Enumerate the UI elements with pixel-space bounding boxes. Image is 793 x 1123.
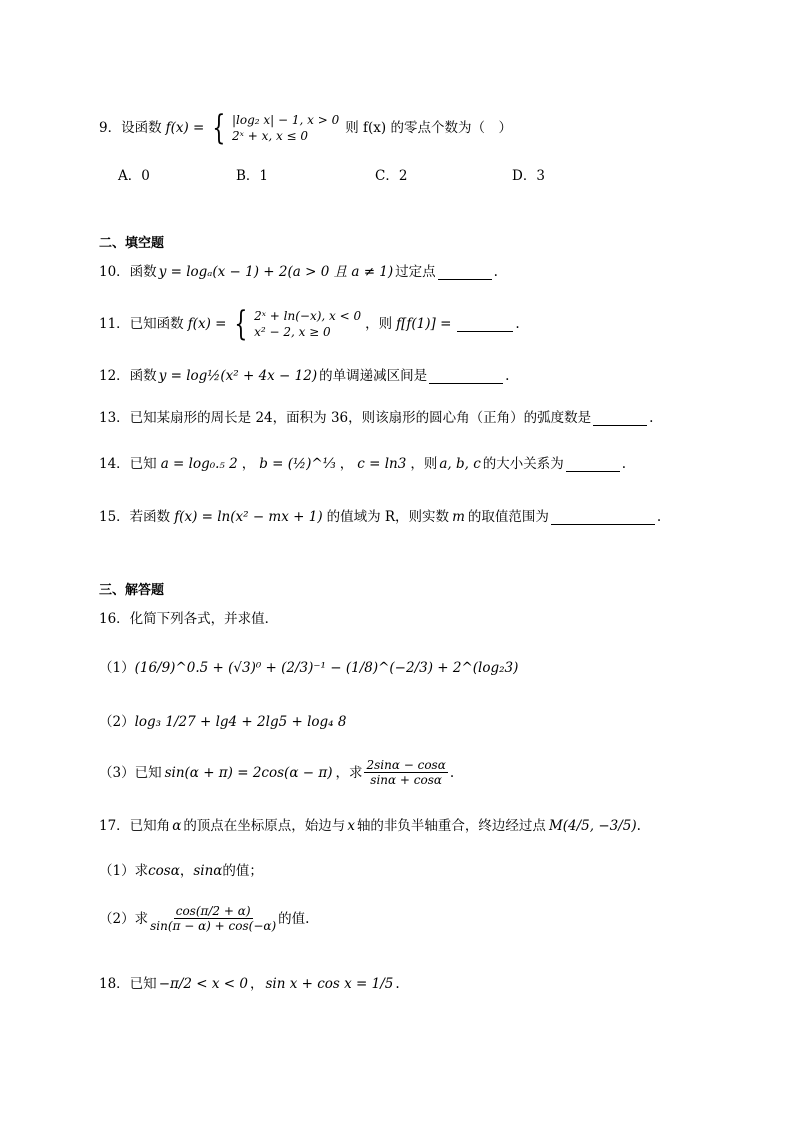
q9-case-1: |log₂ x| − 1, x > 0 [231,113,340,127]
q16-p3-text: ，求 [335,764,363,781]
question-11 [99,304,520,344]
q16-p3-numerator: 2sinα − cosα [366,758,446,772]
q17-p2-end: 的值. [278,910,310,927]
q12-text-2: 的单调递减区间是 [319,368,428,384]
q17-point: M(4/5, −3/5) [548,818,637,834]
question-18 [99,974,400,994]
q9-choice-a: A．0 [118,168,150,184]
q9-choice-b: B．1 [236,168,269,184]
q17-alpha: α [172,818,182,834]
q10-text-2: 过定点 [395,264,436,280]
q10-end: . [493,264,498,280]
question-16-part-1 [99,658,518,678]
q17-p1-sep: ， [179,863,194,879]
q17-p1-end: 的值； [222,863,263,879]
q16-p3-label: （3）已知 [99,764,162,781]
q10-expr: y = logₐ(x − 1) + 2(a > 0 且 a ≠ 1) [158,264,394,280]
q17-p1-sin: sinα [193,863,223,879]
q11-expr: f[f(1)] = [396,316,452,332]
q14-b: b = (½)^⅓ [259,456,336,472]
q16-p1-expr: (16/9)^0.5 + (√3)⁰ + (2/3)⁻¹ − (1/8)^(−2/3) + 2^(log₂3) [134,660,519,676]
answer-blank[interactable] [429,369,503,384]
question-17-part-1 [99,861,263,881]
q11-piecewise [230,304,362,344]
question-16-part-2 [99,712,346,732]
q17-end: . [636,818,641,834]
q11-text: 11．已知函数 [99,316,184,332]
q14-c: c = ln3 [357,456,407,472]
q14-text-3: 的大小关系为 [482,456,564,472]
answer-blank[interactable] [551,510,655,525]
left-brace-icon: { [234,304,248,344]
q16-p3-denominator: sinα + cosα [370,773,442,787]
q9-choice-d: D．3 [512,168,545,184]
q15-text-2: 的值域为 R，则实数 [326,509,450,525]
q9-prefix: 9．设函数 [99,120,162,136]
q17-p1-cos: cosα [148,863,180,879]
q18-text: 18．已知 [99,976,157,992]
q17-p2-fraction [150,904,276,933]
question-15 [99,507,661,527]
q9-case-2: 2ˣ + x, x ≤ 0 [231,129,309,143]
q14-text-2: ，则 [410,456,438,472]
question-17 [99,816,641,836]
q15-end: . [656,509,662,525]
q14-abc: a, b, c [439,456,481,472]
q13-end: . [649,410,654,426]
q12-text: 12．函数 [99,368,157,384]
answer-blank[interactable] [438,265,492,280]
q18-end: . [395,976,400,992]
q16-p3-cond: sin(α + π) = 2cos(α − π) [164,764,333,781]
q17-p2-numerator: cos(π/2 + α) [175,904,251,918]
q11-case-2: x² − 2, x ≥ 0 [254,325,331,339]
q16-p2-expr: log₃ 1/27 + lg4 + 2lg5 + log₄ 8 [134,714,347,730]
q17-text-2: 的顶点在坐标原点，始边与 [183,818,346,834]
question-12 [99,366,509,386]
q15-text: 15．若函数 [99,509,171,525]
q15-expr: f(x) = ln(x² − mx + 1) [174,509,323,525]
q18-cond-1: −π/2 < x < 0 [158,976,248,992]
answer-blank[interactable] [566,457,620,472]
question-9 [99,108,512,148]
q9-fx: f(x) = [165,120,205,136]
q11-end: . [515,316,520,332]
q9-piecewise [208,108,340,148]
q11-fx: f(x) = [187,316,227,332]
q11-text-2: ，则 [365,316,393,332]
q17-p2-denominator: sin(π − α) + cos(−α) [150,919,277,933]
q18-cond-2: sin x + cos x = 1/5 [265,976,394,992]
q17-text: 17．已知角 [99,818,171,834]
q17-p1-label: （1）求 [99,863,149,879]
q15-text-3: 的取值范围为 [467,509,549,525]
section-solutions: 三、解答题 [99,583,165,598]
q13-text: 13．已知某扇形的周长是 24，面积为 36，则该扇形的圆心角（正角）的弧度数是 [99,410,592,426]
q16-p1-label: （1） [99,660,135,676]
q17-p2-label: （2）求 [99,910,149,927]
q9-choice-c: C．2 [375,168,408,184]
question-14: 14．已知 a = log₀.₅ 2 ， b = (½)^⅓ ， c = ln3 ，则 a, b, c 的大小关系为 . [99,456,627,472]
question-10 [99,262,498,282]
q11-case-1: 2ˣ + ln(−x), x < 0 [254,309,362,323]
q9-suffix: 则 f(x) 的零点个数为（ ） [345,120,512,136]
q14-end: . [621,456,627,472]
answer-blank[interactable] [457,317,513,332]
question-16-part-3 [99,758,454,787]
q12-expr: y = log½(x² + 4x − 12) [158,368,318,384]
q17-text-3: 轴的非负半轴重合，终边经过点 [356,818,546,834]
question-13 [99,408,653,428]
q16-p3-end: . [449,764,455,781]
answer-blank[interactable] [593,411,647,426]
q15-m: m [452,509,465,525]
q12-end: . [505,368,510,384]
q14-text: 14．已知 [99,456,157,472]
left-brace-icon: { [212,108,226,148]
question-16-intro: 16．化简下列各式，并求值． [99,611,279,627]
q17-x: x [347,818,355,834]
q10-text: 10．函数 [99,264,157,280]
question-17-part-2 [99,904,309,933]
q14-a: a = log₀.₅ 2 [160,456,238,472]
q16-p2-label: （2） [99,714,135,730]
section-fill-in: 二、填空题 [99,236,165,251]
q16-p3-fraction [364,758,447,787]
q18-sep: ， [250,976,264,992]
